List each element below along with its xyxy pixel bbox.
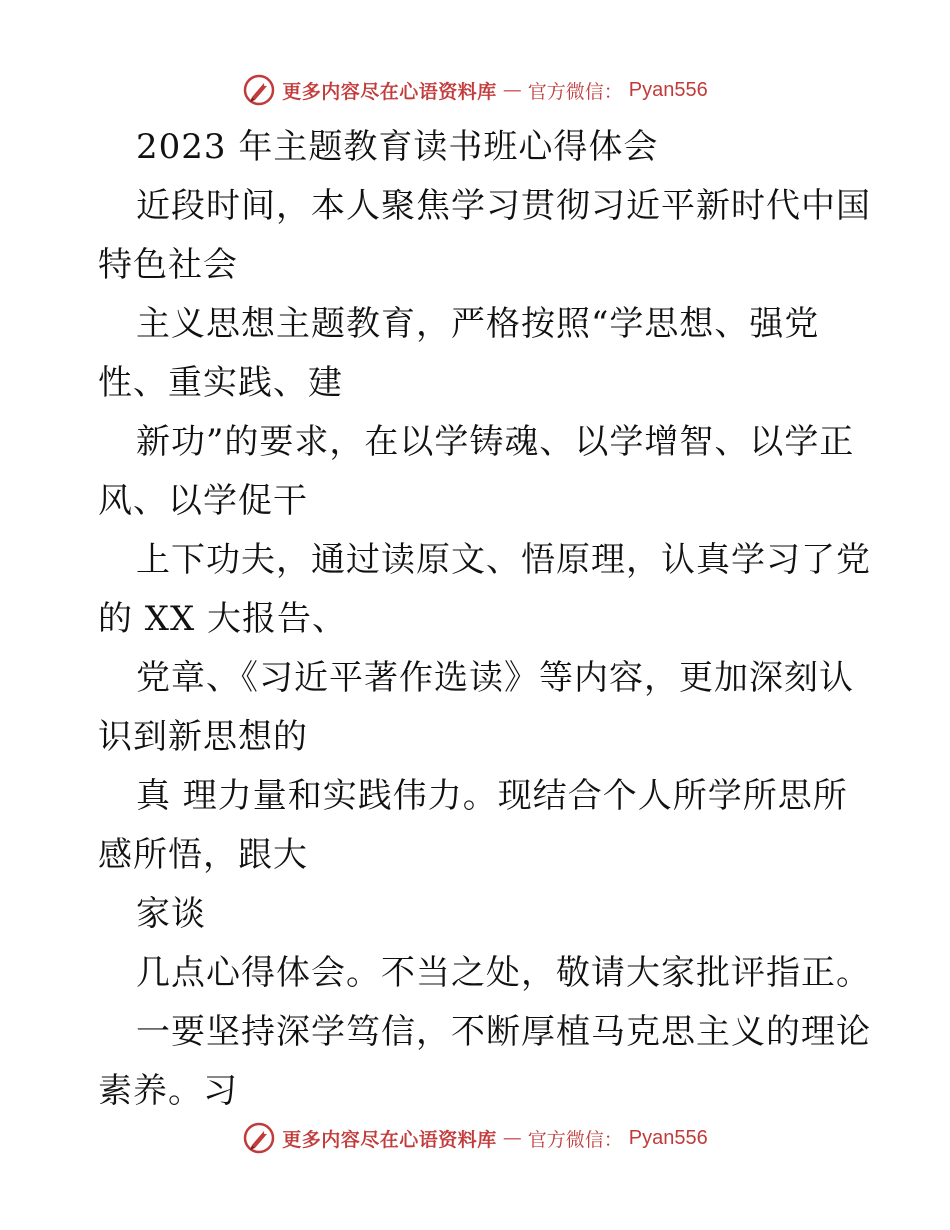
text-line: 素养。习 xyxy=(98,1071,238,1111)
text-line: 新功”的要求，在以学铸魂、以学增智、以学正 xyxy=(136,422,855,462)
text-line: 风、以学促干 xyxy=(98,481,308,521)
header-watermark xyxy=(0,70,950,110)
pen-nib-logo-icon xyxy=(242,73,276,107)
text-line: 党章、《习近平著作选读》等内容，更加深刻认 xyxy=(136,658,854,698)
text-line: 识到新思想的 xyxy=(98,717,308,757)
text-line: 性、重实践、建 xyxy=(98,363,343,403)
text-line: 上下功夫，通过读原文、悟原理，认真学习了党 xyxy=(136,540,871,580)
text-line: 特色社会 xyxy=(98,245,238,285)
text-line: 感所悟，跟大 xyxy=(98,835,308,875)
footer-watermark xyxy=(0,1118,950,1158)
watermark-sub-text: 官方微信： xyxy=(527,80,623,103)
watermark-sub-text: 官方微信： xyxy=(527,1128,623,1151)
watermark-handle: Pyan556 xyxy=(628,1126,708,1149)
text-line: 主义思想主题教育，严格按照“学思想、强党 xyxy=(136,304,820,344)
text-line: 家谈 xyxy=(136,894,206,934)
text-line: 几点心得体会。不当之处，敬请大家批评指正。 xyxy=(136,953,871,993)
watermark-handle: Pyan556 xyxy=(628,78,708,101)
document-title: 2023 年主题教育读书班心得体会 xyxy=(136,127,659,167)
text-line: 的 XX 大报告、 xyxy=(98,599,348,639)
pen-nib-logo-icon xyxy=(242,1121,276,1155)
watermark-dash: — xyxy=(502,79,522,101)
watermark-dash: — xyxy=(502,1127,522,1149)
text-line: 近段时间，本人聚焦学习贯彻习近平新时代中国 xyxy=(136,186,871,226)
watermark-main-text: 更多内容尽在心语资料库 xyxy=(282,80,497,103)
text-line: 一要坚持深学笃信，不断厚植马克思主义的理论 xyxy=(136,1012,871,1052)
text-line: 真 理力量和实践伟力。现结合个人所学所思所 xyxy=(136,776,848,816)
document-body xyxy=(98,118,871,1121)
watermark-main-text: 更多内容尽在心语资料库 xyxy=(282,1128,497,1151)
